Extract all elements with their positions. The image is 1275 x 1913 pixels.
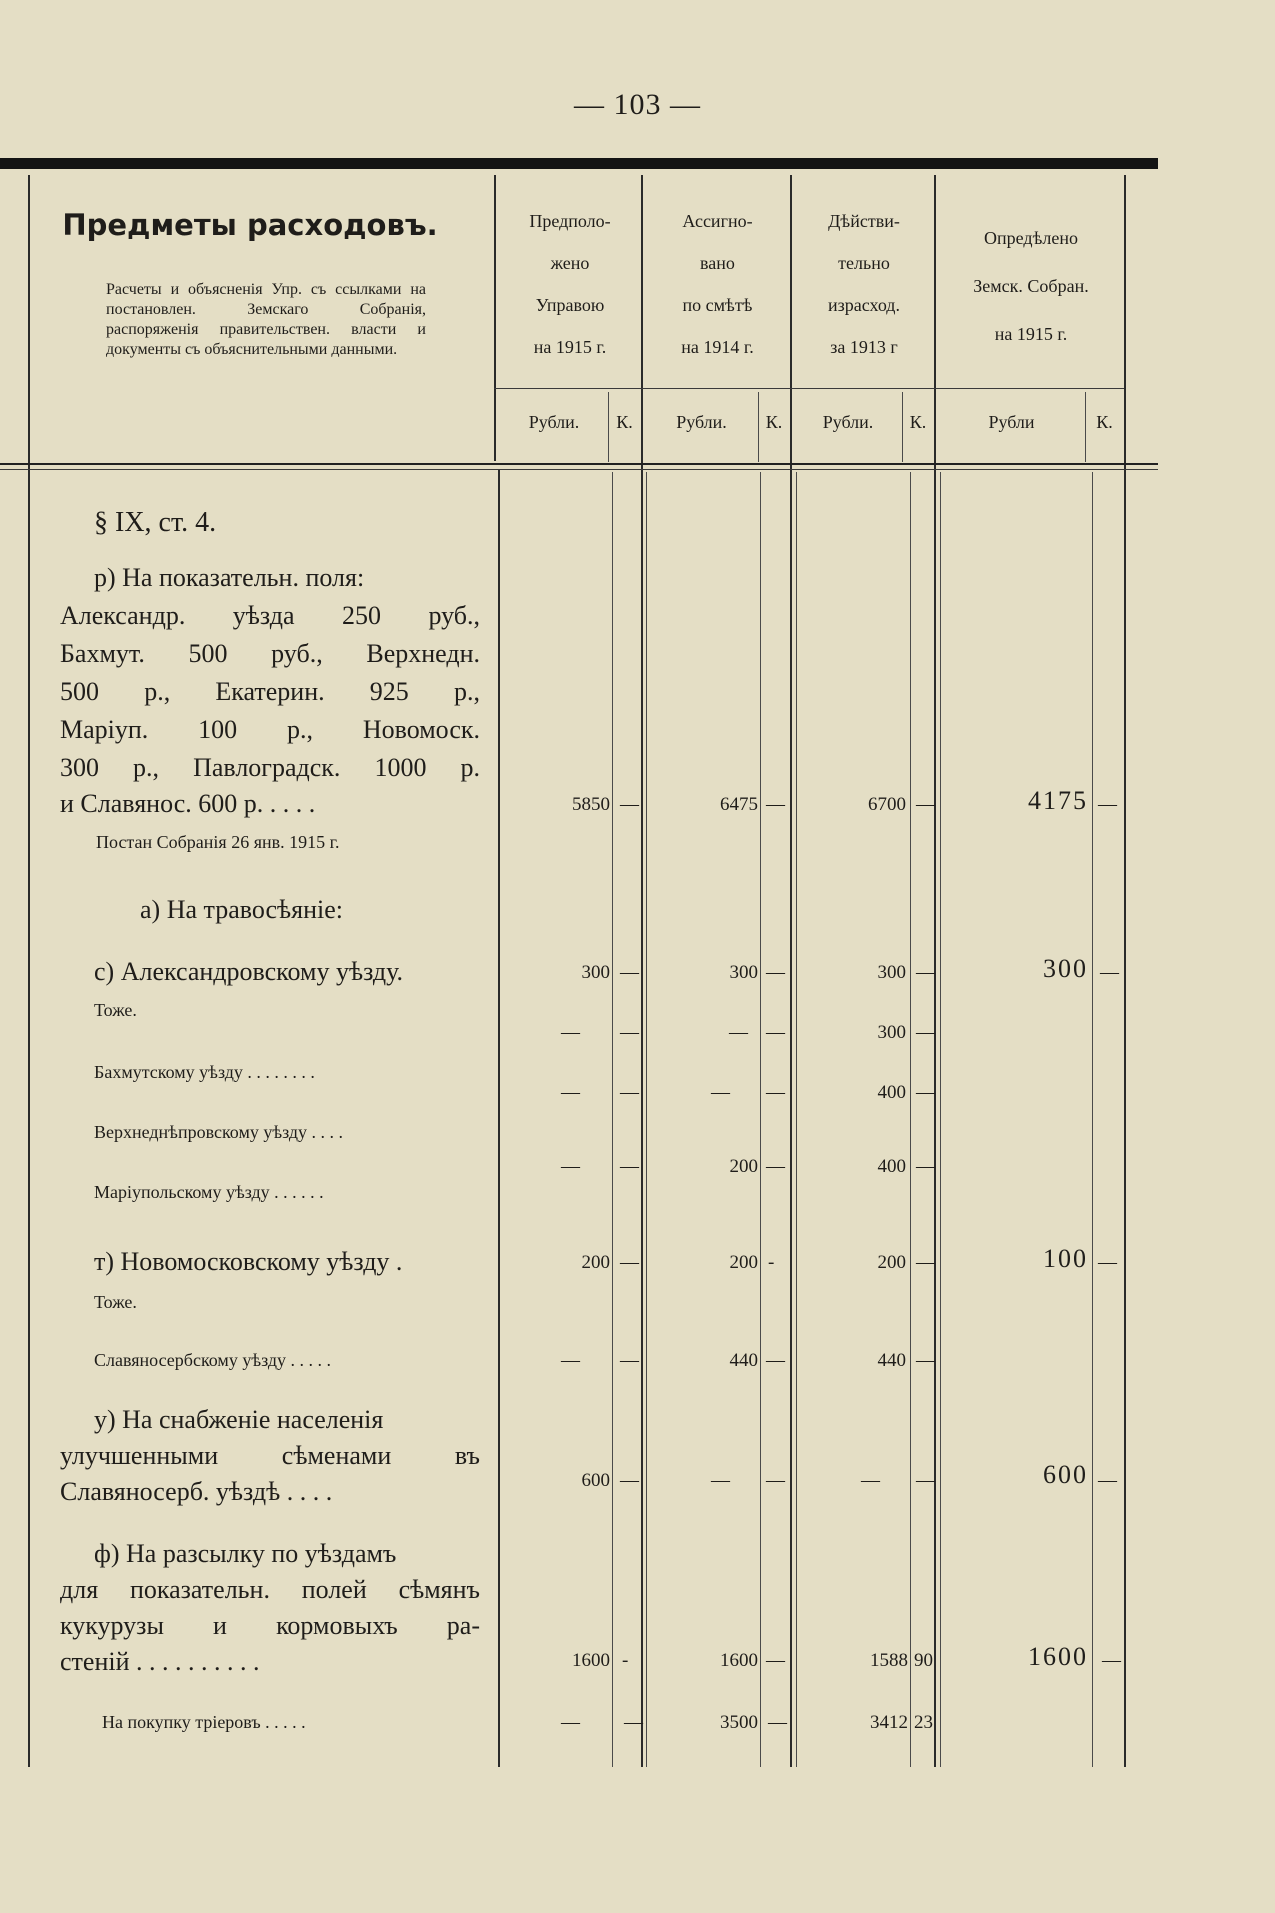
col-header-assigned: Ассигно- вано по смѣтѣ на 1914 г.: [681, 211, 754, 357]
item-t: т) Новомосковскому уѣзду .: [94, 1247, 403, 1276]
item-mariupol: Маріупольскому уѣзду . . . . . .: [94, 1182, 324, 1202]
item-triery: На покупку тріеровъ . . . . .: [102, 1712, 306, 1732]
item-toje-2: Тоже.: [94, 1292, 137, 1312]
header-main-title: Предметы расходовъ.: [62, 208, 438, 242]
unit-kop-4: К.: [1096, 412, 1113, 432]
item-verkhnedneprovsk: Верхнеднѣпровскому уѣзду . . . .: [94, 1122, 344, 1142]
col-header-determined: Опредѣлено Земск. Собран. на 1915 г.: [973, 228, 1089, 344]
unit-rub-3: Рубли.: [822, 412, 874, 432]
item-bakhmut: Бахмутскому уѣзду . . . . . . . .: [94, 1062, 315, 1082]
item-slavyanoserb: Славяносербскому уѣзду . . . . .: [94, 1350, 332, 1370]
page-number: — 103 —: [574, 88, 701, 121]
unit-kop-3: К.: [909, 412, 927, 432]
unit-kop-2: К.: [765, 412, 783, 432]
col-header-spent: Дѣйстви- тельно израсход. за 1913 г: [828, 211, 900, 357]
top-rule: [0, 158, 1158, 169]
header-subtitle: Расчеты и объясненія Упр. съ ссылками на постановлен. Земскаго Собранія, распоряженія правительствен. власти и документы съ объяснительными данными.: [106, 281, 426, 358]
unit-rub-2: Рубли.: [676, 412, 727, 432]
item-toje-1: Тоже.: [94, 1000, 137, 1020]
item-r-note: Постан Собранія 26 янв. 1915 г.: [96, 832, 340, 852]
section-heading: § IX, ст. 4.: [94, 507, 217, 538]
col-header-planned: Предполо- жено Управою на 1915 г.: [529, 211, 611, 357]
unit-rub-1: Рубли.: [528, 412, 580, 432]
unit-rub-4: Рубли: [988, 412, 1035, 432]
unit-kop-1: К.: [616, 412, 633, 432]
item-a: а) На травосѣяніе:: [140, 895, 343, 924]
item-s: с) Александровскому уѣзду.: [94, 957, 403, 986]
